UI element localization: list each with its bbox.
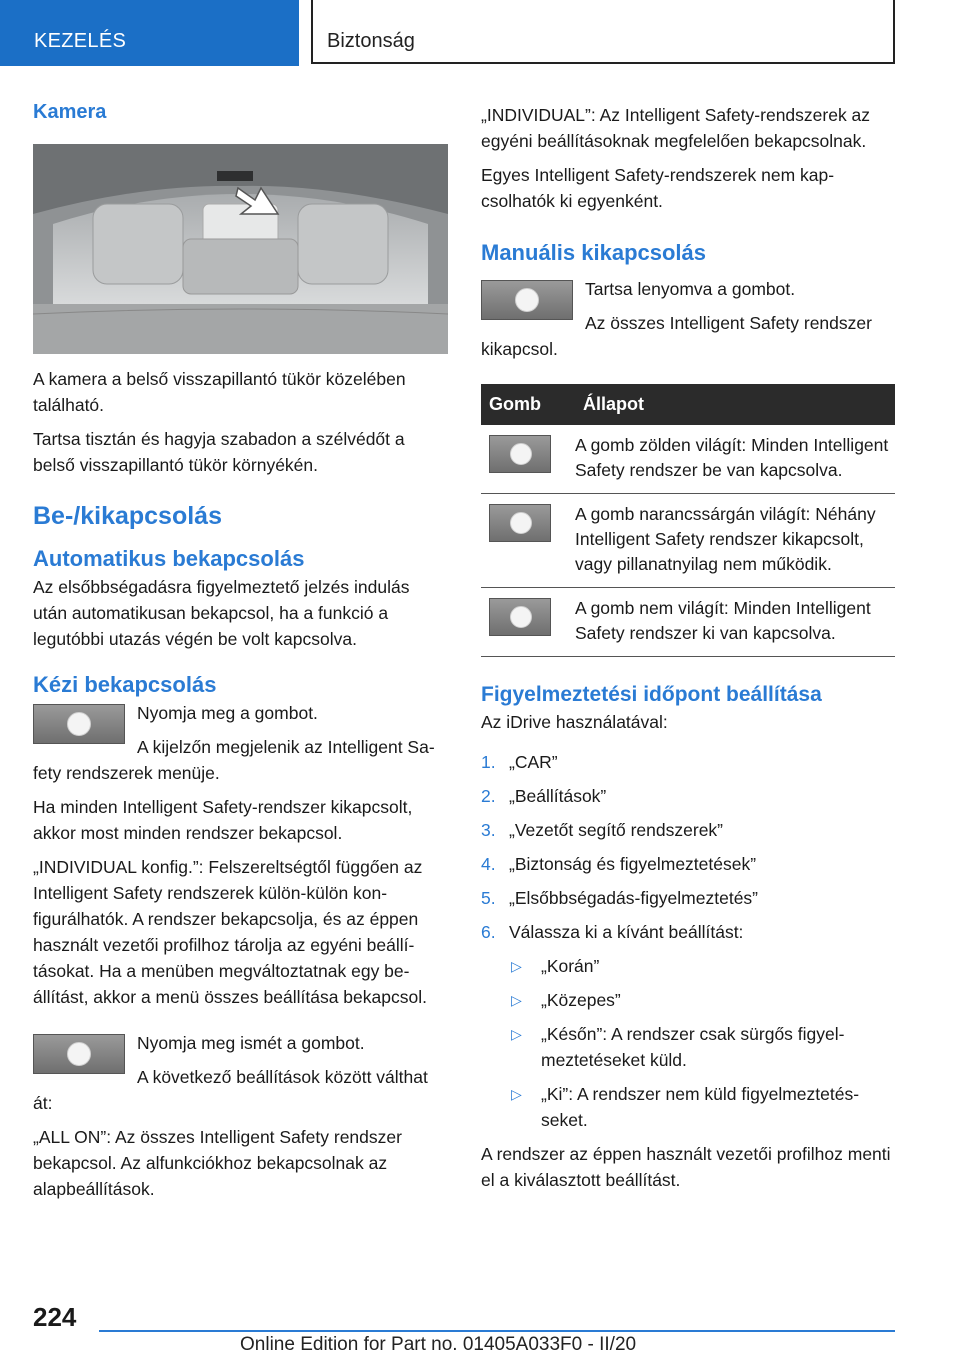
camera-heading: Kamera (33, 101, 107, 123)
manual-off-heading: Manuális kikapcsolás (481, 240, 706, 265)
steps-list (481, 749, 895, 945)
intelligent-safety-button-icon (489, 435, 551, 473)
auto-on-paragraph: Az elsőbbségadásra figyelmeztető jelzés indulás után automatikusan bekapcsol, ha a funkció a legutóbbi utazás végén be volt kapcsolva. (33, 577, 410, 649)
list-item: 4. „Biztonság és figyelmeztetések” (481, 854, 757, 874)
list-item: ▷ „Közepes” (509, 987, 895, 1013)
manual-on-line-2: A kijelzőn megjelenik az Intelligent Safety rendszerek menüje. (33, 737, 435, 783)
list-item: 5. „Elsőbbségadás-figyelmeztetés” (481, 888, 759, 908)
press-again-line-1: Nyomja meg ismét a gombot. (137, 1033, 365, 1053)
table-cell-status: A gomb narancssárgán világít: Néhány Intelligent Safety rendszer kikapcsolt, vagy pillanatnyilag nem működik. (575, 494, 895, 588)
table-cell-status: A gomb nem világít: Minden Intelligent Safety rendszer ki van kapcsolva. (575, 588, 895, 657)
table-row (481, 494, 895, 588)
manual-off-line-2: Az összes Intelligent Safety rendszer kikapcsol. (481, 313, 872, 359)
section-title: KEZELÉS (34, 30, 127, 52)
triangle-bullet-icon: ▷ (511, 958, 522, 974)
subsection-title: Biztonság (327, 30, 415, 52)
right-column (481, 102, 895, 1201)
intelligent-safety-button-icon (489, 504, 551, 542)
auto-on-heading: Automatikus bekapcsolás (33, 546, 305, 571)
some-systems-paragraph: Egyes Intelligent Safety-rendszerek nem kapcsolhatók ki egyenként. (481, 165, 835, 211)
table-header-status: Állapot (575, 384, 895, 425)
manual-on-heading: Kézi bekapcsolás (33, 672, 217, 697)
camera-photo (33, 144, 448, 354)
camera-paragraph-2: Tartsa tisztán és hagyja szabadon a szélvédőt a belső visszapillantó tükör környékén. (33, 429, 405, 475)
page-number: 224 (33, 1302, 77, 1332)
manual-on-line-1: Nyomja meg a gombot. (137, 703, 318, 723)
list-item: ▷ „Ki”: A rendszer nem küld figyelmeztetésseket. (509, 1081, 895, 1133)
subsection-header (311, 0, 895, 64)
left-column (33, 98, 448, 1210)
table-header-row (481, 384, 895, 425)
list-item: 6. Válassza ki a kívánt beállítást: (481, 922, 744, 942)
camera-paragraph-1: A kamera a belső visszapillantó tükör közelében található. (33, 369, 406, 415)
list-item: ▷ „Későn”: A rendszer csak sürgős figyelmeztetéseket küld. (509, 1021, 895, 1073)
options-list (481, 953, 895, 1133)
intelligent-safety-button-icon (481, 280, 573, 320)
manual-on-paragraph-1: Ha minden Intelligent Safety-rendszer kikapcsolt, akkor most minden rendszer bekapcsol. (33, 797, 413, 843)
table-row (481, 425, 895, 494)
manual-off-line-1: Tartsa lenyomva a gombot. (585, 279, 796, 299)
idrive-paragraph: Az iDrive használatával: (481, 712, 668, 732)
section-header (0, 0, 299, 66)
list-item: 3. „Vezetőt segítő rendszerek” (481, 820, 723, 840)
press-again-line-2: A következő beállítások között válthat át: (33, 1067, 428, 1113)
footer-edition: Online Edition for Part no. 01405A033F0 - II/20 (240, 1334, 637, 1355)
final-paragraph: A rendszer az éppen használt vezetői profilhoz menti el a kiválasztott beállítást. (481, 1144, 891, 1190)
footer-divider (99, 1330, 895, 1332)
triangle-bullet-icon: ▷ (511, 1026, 522, 1042)
individual-paragraph: „INDIVIDUAL”: Az Intelligent Safety-rendszerek az egyéni beállításoknak megfelelően bekapcsolnak. (481, 105, 871, 151)
list-item: ▷ „Korán” (509, 953, 895, 979)
table-cell-status: A gomb zölden világít: Minden Intelligent Safety rendszer be van kapcsolva. (575, 425, 895, 494)
list-item: 2. „Beállítások” (481, 786, 607, 806)
warning-time-heading: Figyelmeztetési időpont beállítása (481, 683, 822, 706)
intelligent-safety-button-icon (33, 704, 125, 744)
triangle-bullet-icon: ▷ (511, 1086, 522, 1102)
table-header-button: Gomb (481, 384, 575, 425)
intelligent-safety-button-icon (33, 1034, 125, 1074)
onoff-heading: Be-/kikapcsolás (33, 502, 222, 530)
intelligent-safety-button-icon (489, 598, 551, 636)
table-row (481, 588, 895, 657)
triangle-bullet-icon: ▷ (511, 992, 522, 1008)
list-item: 1. „CAR” (481, 752, 558, 772)
all-on-paragraph: „ALL ON”: Az összes Intelligent Safety rendszer bekapcsol. Az alfunkciókhoz bekapcsolnak az alapbeállítások. (33, 1127, 402, 1199)
button-status-table (481, 384, 895, 657)
manual-on-paragraph-2: „INDIVIDUAL konfig.”: Felszereltségtől függően az Intelligent Safety rendszerek külön-külön konfigurálhatók. A rendszer bekapcsolja, és az éppen használt vezetői profilhoz tárolja az egyéni beállításokat. Ha a menüben megváltoztatnak egy beállítást, akkor a menü összes beállítása bekapcsol. (33, 857, 427, 1007)
